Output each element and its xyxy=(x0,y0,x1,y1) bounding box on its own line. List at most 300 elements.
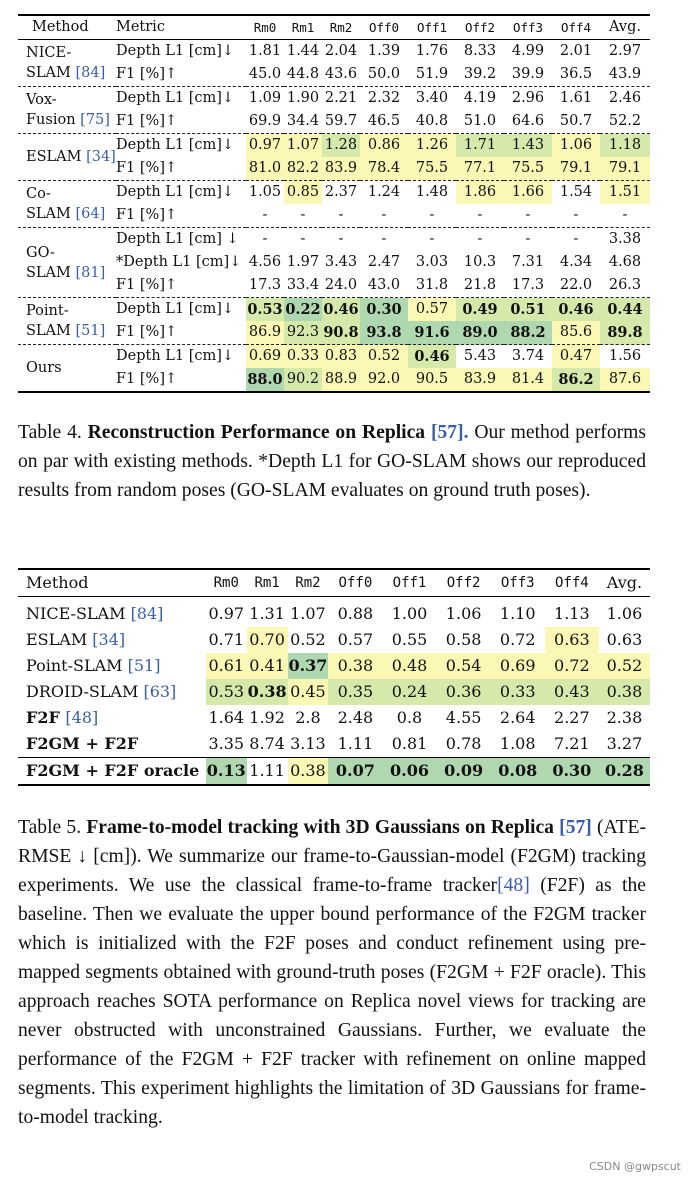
method-cell xyxy=(18,134,116,181)
value-off4: 86.2 xyxy=(552,368,600,392)
metric-cell: Depth L1 [cm]↓ xyxy=(116,137,235,153)
table-row xyxy=(18,134,650,158)
value-off2: - xyxy=(477,207,483,223)
value-rm1: 1.92 xyxy=(249,708,285,727)
value-off0: 0.07 xyxy=(328,758,382,786)
value-rm0: 81.0 xyxy=(246,157,284,181)
value-off4: 0.72 xyxy=(545,653,599,679)
value-off1: 91.6 xyxy=(408,321,456,345)
method-name: F2GM + F2F xyxy=(26,734,139,753)
value-off0: 1.24 xyxy=(367,184,401,200)
caption-title-ref: [57]. xyxy=(430,422,469,443)
metric-cell: F1 [%]↑ xyxy=(116,371,178,387)
value-off2: 89.0 xyxy=(456,321,504,345)
value-avg: 2.97 xyxy=(608,43,642,59)
value-rm0: 4.56 xyxy=(248,254,282,270)
metric-cell: F1 [%]↑ xyxy=(116,160,178,176)
value-avg: 79.1 xyxy=(600,157,650,181)
value-off2: 77.1 xyxy=(456,157,504,181)
caption-body: Our method performs on par with existing methods. *Depth L1 for GO-SLAM shows our reproduced results from random poses (GO-SLAM evaluates on ground truth poses). xyxy=(18,422,647,501)
header-off2: Off2 xyxy=(446,575,481,591)
caption-body-ref: [48] xyxy=(497,875,530,896)
value-rm1: 0.33 xyxy=(284,345,322,369)
caption-title xyxy=(88,422,469,443)
method-cell xyxy=(18,758,206,786)
value-rm0: 1.09 xyxy=(248,90,282,106)
method-cell xyxy=(18,627,206,653)
value-off2: 39.2 xyxy=(463,66,497,82)
method-name-line: ESLAM xyxy=(26,149,87,165)
header-off4: Off4 xyxy=(554,575,589,591)
value-off0: 78.4 xyxy=(360,157,408,181)
metric-cell: *Depth L1 [cm]↓ xyxy=(116,254,242,270)
value-off2: 0.58 xyxy=(445,630,482,649)
value-off1: 1.48 xyxy=(415,184,449,200)
value-rm2: 1.28 xyxy=(322,134,360,158)
header-rm2: Rm2 xyxy=(329,20,353,35)
value-off1: 31.8 xyxy=(415,277,449,293)
value-rm2: 83.9 xyxy=(322,157,360,181)
value-rm2: 88.9 xyxy=(322,368,360,392)
table-row xyxy=(18,597,650,628)
value-rm2: 0.38 xyxy=(288,758,329,786)
value-off3: 17.3 xyxy=(511,277,545,293)
metric-cell: Depth L1 [cm]↓ xyxy=(116,43,235,59)
header-off2: Off2 xyxy=(464,20,496,35)
value-rm2: 24.0 xyxy=(324,277,358,293)
value-avg: 0.63 xyxy=(606,630,643,649)
value-off4: 22.0 xyxy=(559,277,593,293)
method-name-line: Vox- xyxy=(26,92,57,108)
value-off4: 0.30 xyxy=(545,758,599,786)
table-4 xyxy=(18,14,650,393)
value-avg: 89.8 xyxy=(600,321,650,345)
value-off3: - xyxy=(525,231,531,247)
value-off2: 21.8 xyxy=(463,277,497,293)
value-avg: 87.6 xyxy=(600,368,650,392)
value-avg: 52.2 xyxy=(608,113,642,129)
caption-title-text: Reconstruction Performance on Replica xyxy=(87,422,431,443)
value-off3: 1.43 xyxy=(504,134,552,158)
value-off1: 0.46 xyxy=(408,345,456,369)
value-rm2: 90.8 xyxy=(322,321,360,345)
value-off1: 0.48 xyxy=(382,653,436,679)
method-name: F2F xyxy=(26,708,66,727)
value-rm2: - xyxy=(338,231,344,247)
value-off3: 1.10 xyxy=(499,604,536,623)
table-row xyxy=(18,345,650,369)
value-off2: 8.33 xyxy=(463,43,497,59)
value-rm2: 59.7 xyxy=(324,113,358,129)
value-rm2: 3.13 xyxy=(290,734,326,753)
value-rm1: 44.8 xyxy=(286,66,320,82)
value-rm1: - xyxy=(300,207,306,223)
value-off4: 79.1 xyxy=(552,157,600,181)
method-name-line: SLAM xyxy=(26,264,76,281)
table-4-caption xyxy=(18,418,646,505)
header-off3: Off3 xyxy=(500,575,535,591)
value-off4: 0.46 xyxy=(552,298,600,322)
value-off4: - xyxy=(573,207,579,223)
value-rm0: 0.13 xyxy=(206,758,247,786)
value-off4: 0.63 xyxy=(545,627,599,653)
value-off2: 10.3 xyxy=(463,254,497,270)
value-off0: 2.48 xyxy=(337,708,374,727)
value-off2: 0.09 xyxy=(437,758,491,786)
table-row xyxy=(18,228,650,252)
value-rm0: 45.0 xyxy=(248,66,282,82)
value-off2: 1.06 xyxy=(445,604,482,623)
value-off1: 90.5 xyxy=(408,368,456,392)
metric-cell: Depth L1 [cm]↓ xyxy=(116,301,235,317)
value-off0: - xyxy=(381,207,387,223)
value-avg: 3.38 xyxy=(608,231,642,247)
method-ref: [75] xyxy=(80,112,110,128)
value-rm2: 0.83 xyxy=(322,345,360,369)
value-rm0: 1.81 xyxy=(248,43,282,59)
value-off1: 3.40 xyxy=(415,90,449,106)
table-row xyxy=(18,653,650,679)
table-4-header-row xyxy=(18,15,650,40)
table-5-caption xyxy=(18,813,646,1132)
value-rm2: 0.52 xyxy=(290,630,326,649)
value-rm1: 33.4 xyxy=(286,277,320,293)
value-rm1: 0.70 xyxy=(247,627,288,653)
method-name-line: Point- xyxy=(26,303,69,319)
value-rm1: 1.90 xyxy=(286,90,320,106)
value-off4: 85.6 xyxy=(552,321,600,345)
method-name-line: Ours xyxy=(26,360,62,376)
value-off2: 0.49 xyxy=(456,298,504,322)
value-off1: 0.06 xyxy=(382,758,436,786)
metric-cell: F1 [%]↑ xyxy=(116,207,178,223)
value-avg: 1.56 xyxy=(608,348,642,364)
method-name: DROID-SLAM xyxy=(26,682,144,701)
value-off3: 4.99 xyxy=(511,43,545,59)
value-off1: - xyxy=(429,207,435,223)
metric-cell: Depth L1 [cm] ↓ xyxy=(116,231,239,247)
method-cell xyxy=(18,345,116,393)
method-name: ESLAM xyxy=(26,630,93,649)
method-cell xyxy=(18,228,116,298)
value-off4: 4.34 xyxy=(559,254,593,270)
header-rm1: Rm1 xyxy=(254,575,280,591)
value-off3: 0.72 xyxy=(499,630,536,649)
value-rm0: - xyxy=(262,207,268,223)
metric-cell: F1 [%]↑ xyxy=(116,277,178,293)
method-ref: [34] xyxy=(86,149,116,165)
value-off4: - xyxy=(573,231,579,247)
value-off4: 36.5 xyxy=(559,66,593,82)
value-rm0: 0.53 xyxy=(206,679,247,705)
table-row xyxy=(18,298,650,322)
method-cell xyxy=(18,298,116,345)
method-name-line: SLAM xyxy=(26,206,76,222)
value-rm2: 0.45 xyxy=(288,679,329,705)
caption-body-1: (ATE-RMSE ↓ [cm]). We summarize our frame-to-Gaussian-model (F2GM) tracking experiments. We use the classical frame-to-frame tracker xyxy=(18,817,646,896)
value-off0: 0.52 xyxy=(360,345,408,369)
value-off1: 0.55 xyxy=(391,630,428,649)
table-row xyxy=(18,758,650,786)
header-avg: Avg. xyxy=(606,573,643,592)
value-off1: 1.76 xyxy=(415,43,449,59)
value-off0: 2.47 xyxy=(367,254,401,270)
value-rm1: 0.22 xyxy=(284,298,322,322)
header-metric: Metric xyxy=(116,19,165,35)
value-rm1: 8.74 xyxy=(249,734,285,753)
value-rm0: 17.3 xyxy=(248,277,282,293)
value-off0: 0.30 xyxy=(360,298,408,322)
value-rm2: 1.07 xyxy=(290,604,326,623)
caption-title-ref: [57] xyxy=(559,817,592,838)
value-off0: 93.8 xyxy=(360,321,408,345)
value-off3: 0.33 xyxy=(491,679,545,705)
value-off3: 81.4 xyxy=(504,368,552,392)
header-off0: Off0 xyxy=(338,575,373,591)
value-rm1: 0.85 xyxy=(284,181,322,205)
value-avg: 4.68 xyxy=(608,254,642,270)
value-off3: 1.66 xyxy=(504,181,552,205)
header-off4: Off4 xyxy=(560,20,592,35)
value-off4: 0.47 xyxy=(552,345,600,369)
header-rm2: Rm2 xyxy=(295,575,321,591)
metric-cell: Depth L1 [cm]↓ xyxy=(116,184,235,200)
header-rm1: Rm1 xyxy=(291,20,315,35)
value-rm1: - xyxy=(300,231,306,247)
value-rm0: 0.53 xyxy=(246,298,284,322)
value-off2: 0.36 xyxy=(437,679,491,705)
value-off3: 1.08 xyxy=(499,734,536,753)
value-off3: 0.08 xyxy=(491,758,545,786)
method-name-line: SLAM xyxy=(26,65,76,81)
value-off4: 7.21 xyxy=(554,734,590,753)
value-rm0: 0.71 xyxy=(208,630,245,649)
value-rm0: 1.64 xyxy=(208,708,245,727)
value-off4: 0.43 xyxy=(545,679,599,705)
table-row xyxy=(18,87,650,111)
table-row xyxy=(18,731,650,758)
table-row xyxy=(18,181,650,205)
value-off2: 1.71 xyxy=(456,134,504,158)
value-avg: 0.38 xyxy=(599,679,650,705)
metric-cell: F1 [%]↑ xyxy=(116,113,178,129)
caption-body-2: (F2F) as the baseline. Then we evaluate the upper bound performance of the F2GM tracker which is initialized with the F2F poses and conduct refinement using pre-mapped segments obtained with ground-truth poses (F2GM + F2F oracle). This approach reaches SOTA performance on Replica novel views for tracking are never obstructed with unconstrained Gaussians. Further, we evaluate the performance of the F2GM + F2F tracker with refinement on online mapped segments. This experiment highlights the limitation of 3D Gaussians for frame-to-model tracking. xyxy=(18,875,646,1128)
value-off3: 75.5 xyxy=(504,157,552,181)
value-avg: 26.3 xyxy=(608,277,642,293)
table-row xyxy=(18,40,650,64)
value-off1: 1.26 xyxy=(408,134,456,158)
value-off1: 40.8 xyxy=(415,113,449,129)
value-rm0: 86.9 xyxy=(246,321,284,345)
method-cell xyxy=(18,653,206,679)
header-off1: Off1 xyxy=(392,575,427,591)
value-off0: 0.88 xyxy=(337,604,374,623)
header-method: Method xyxy=(32,19,89,35)
value-off1: 75.5 xyxy=(408,157,456,181)
value-off4: 1.13 xyxy=(554,604,590,623)
value-off3: 3.74 xyxy=(511,348,545,364)
value-rm1: 82.2 xyxy=(284,157,322,181)
method-name-line: Co- xyxy=(26,186,51,202)
value-rm2: 2.21 xyxy=(324,90,358,106)
value-off2: 0.78 xyxy=(445,734,482,753)
value-off2: 1.86 xyxy=(456,181,504,205)
value-rm0: 69.9 xyxy=(248,113,282,129)
value-off3: 64.6 xyxy=(511,113,545,129)
method-cell xyxy=(18,181,116,228)
method-ref: [48] xyxy=(65,708,99,727)
method-name: Point-SLAM xyxy=(26,656,128,675)
value-rm1: 0.41 xyxy=(247,653,288,679)
table-4-body xyxy=(18,40,650,393)
value-off0: 46.5 xyxy=(367,113,401,129)
value-avg: - xyxy=(622,207,628,223)
caption-label: Table 5. xyxy=(18,817,82,838)
method-cell xyxy=(18,597,206,628)
value-off1: 0.24 xyxy=(382,679,436,705)
value-rm0: - xyxy=(262,231,268,247)
value-rm2: - xyxy=(338,207,344,223)
value-avg: 3.27 xyxy=(606,734,643,753)
header-avg: Avg. xyxy=(609,19,641,35)
value-off2: - xyxy=(477,231,483,247)
value-rm1: 92.3 xyxy=(284,321,322,345)
value-off4: 2.27 xyxy=(554,708,590,727)
value-off0: 1.11 xyxy=(337,734,374,753)
value-rm2: 0.37 xyxy=(288,653,329,679)
value-off1: 3.03 xyxy=(415,254,449,270)
value-avg: 1.06 xyxy=(606,604,643,623)
value-off3: 0.69 xyxy=(491,653,545,679)
value-rm2: 2.37 xyxy=(324,184,358,200)
value-rm2: 3.43 xyxy=(324,254,358,270)
value-off4: 1.54 xyxy=(559,184,593,200)
value-off0: 50.0 xyxy=(367,66,401,82)
value-off0: 0.35 xyxy=(328,679,382,705)
value-rm0: 0.69 xyxy=(246,345,284,369)
value-off2: 4.55 xyxy=(445,708,482,727)
watermark: CSDN @gwpscut xyxy=(589,1160,681,1173)
value-rm1: 0.38 xyxy=(247,679,288,705)
value-avg: 0.52 xyxy=(599,653,650,679)
table-row xyxy=(18,705,650,731)
value-off0: 0.57 xyxy=(337,630,374,649)
value-avg: 1.51 xyxy=(600,181,650,205)
value-rm0: 0.97 xyxy=(246,134,284,158)
value-off3: - xyxy=(525,207,531,223)
header-rm0: Rm0 xyxy=(253,20,277,35)
value-off1: 51.9 xyxy=(415,66,449,82)
value-off3: 88.2 xyxy=(504,321,552,345)
value-avg: 43.9 xyxy=(608,66,642,82)
value-off0: 2.32 xyxy=(367,90,401,106)
method-cell xyxy=(18,731,206,758)
value-rm0: 3.35 xyxy=(208,734,245,753)
value-off0: - xyxy=(381,231,387,247)
method-cell xyxy=(18,705,206,731)
value-rm1: 1.44 xyxy=(286,43,320,59)
metric-cell: Depth L1 [cm]↓ xyxy=(116,90,235,106)
table-5-body xyxy=(18,597,650,786)
value-avg: 0.44 xyxy=(600,298,650,322)
method-name: NICE-SLAM xyxy=(26,604,131,623)
value-off0: 0.86 xyxy=(360,134,408,158)
value-rm0: 0.61 xyxy=(206,653,247,679)
value-rm1: 90.2 xyxy=(284,368,322,392)
value-rm2: 43.6 xyxy=(324,66,358,82)
value-rm0: 1.05 xyxy=(248,184,282,200)
method-name-line: NICE- xyxy=(26,45,72,61)
caption-title-text: Frame-to-model tracking with 3D Gaussians on Replica xyxy=(86,817,560,838)
table-5 xyxy=(18,568,650,786)
value-off2: 51.0 xyxy=(463,113,497,129)
value-avg: 0.28 xyxy=(599,758,650,786)
value-rm2: 2.04 xyxy=(324,43,358,59)
value-off3: 39.9 xyxy=(511,66,545,82)
value-rm2: 2.8 xyxy=(295,708,321,727)
method-name-line: GO- xyxy=(26,244,55,261)
header-method: Method xyxy=(26,573,89,592)
caption-label: Table 4. xyxy=(18,422,82,443)
value-off2: 5.43 xyxy=(463,348,497,364)
metric-cell: Depth L1 [cm]↓ xyxy=(116,348,235,364)
header-off0: Off0 xyxy=(368,20,400,35)
method-ref: [63] xyxy=(143,682,177,701)
header-off3: Off3 xyxy=(512,20,544,35)
value-off1: 0.8 xyxy=(396,708,423,727)
method-ref: [81] xyxy=(75,264,106,281)
value-avg: 2.38 xyxy=(606,708,643,727)
value-off3: 7.31 xyxy=(511,254,545,270)
method-cell xyxy=(18,87,116,134)
value-avg: 2.46 xyxy=(608,90,642,106)
table-row xyxy=(18,679,650,705)
header-off1: Off1 xyxy=(416,20,448,35)
method-ref: [51] xyxy=(75,323,106,339)
value-off1: 0.57 xyxy=(408,298,456,322)
value-off2: 4.19 xyxy=(463,90,497,106)
value-rm1: 1.11 xyxy=(249,761,285,780)
value-off0: 0.38 xyxy=(328,653,382,679)
value-rm1: 1.07 xyxy=(284,134,322,158)
value-off0: 43.0 xyxy=(367,277,401,293)
method-name-line: SLAM xyxy=(26,323,76,339)
value-rm0: 88.0 xyxy=(246,368,284,392)
method-name: F2GM + F2F oracle xyxy=(26,761,200,780)
table-row xyxy=(18,627,650,653)
value-off3: 2.96 xyxy=(511,90,545,106)
method-cell xyxy=(18,679,206,705)
value-rm0: 0.97 xyxy=(208,604,245,623)
method-ref: [84] xyxy=(75,65,106,81)
value-off2: 83.9 xyxy=(456,368,504,392)
value-off0: 1.39 xyxy=(367,43,401,59)
method-ref: [34] xyxy=(92,630,126,649)
method-cell xyxy=(18,40,116,87)
value-rm1: 1.97 xyxy=(286,254,320,270)
value-off4: 50.7 xyxy=(559,113,593,129)
value-off4: 2.01 xyxy=(559,43,593,59)
caption-title xyxy=(86,817,592,838)
metric-cell: F1 [%]↑ xyxy=(116,66,178,82)
value-off4: 1.06 xyxy=(552,134,600,158)
value-off1: 1.00 xyxy=(391,604,428,623)
value-off1: 0.81 xyxy=(391,734,428,753)
value-avg: 1.18 xyxy=(600,134,650,158)
value-rm2: 0.46 xyxy=(322,298,360,322)
table-5-header-row xyxy=(18,569,650,597)
method-ref: [64] xyxy=(75,206,106,222)
